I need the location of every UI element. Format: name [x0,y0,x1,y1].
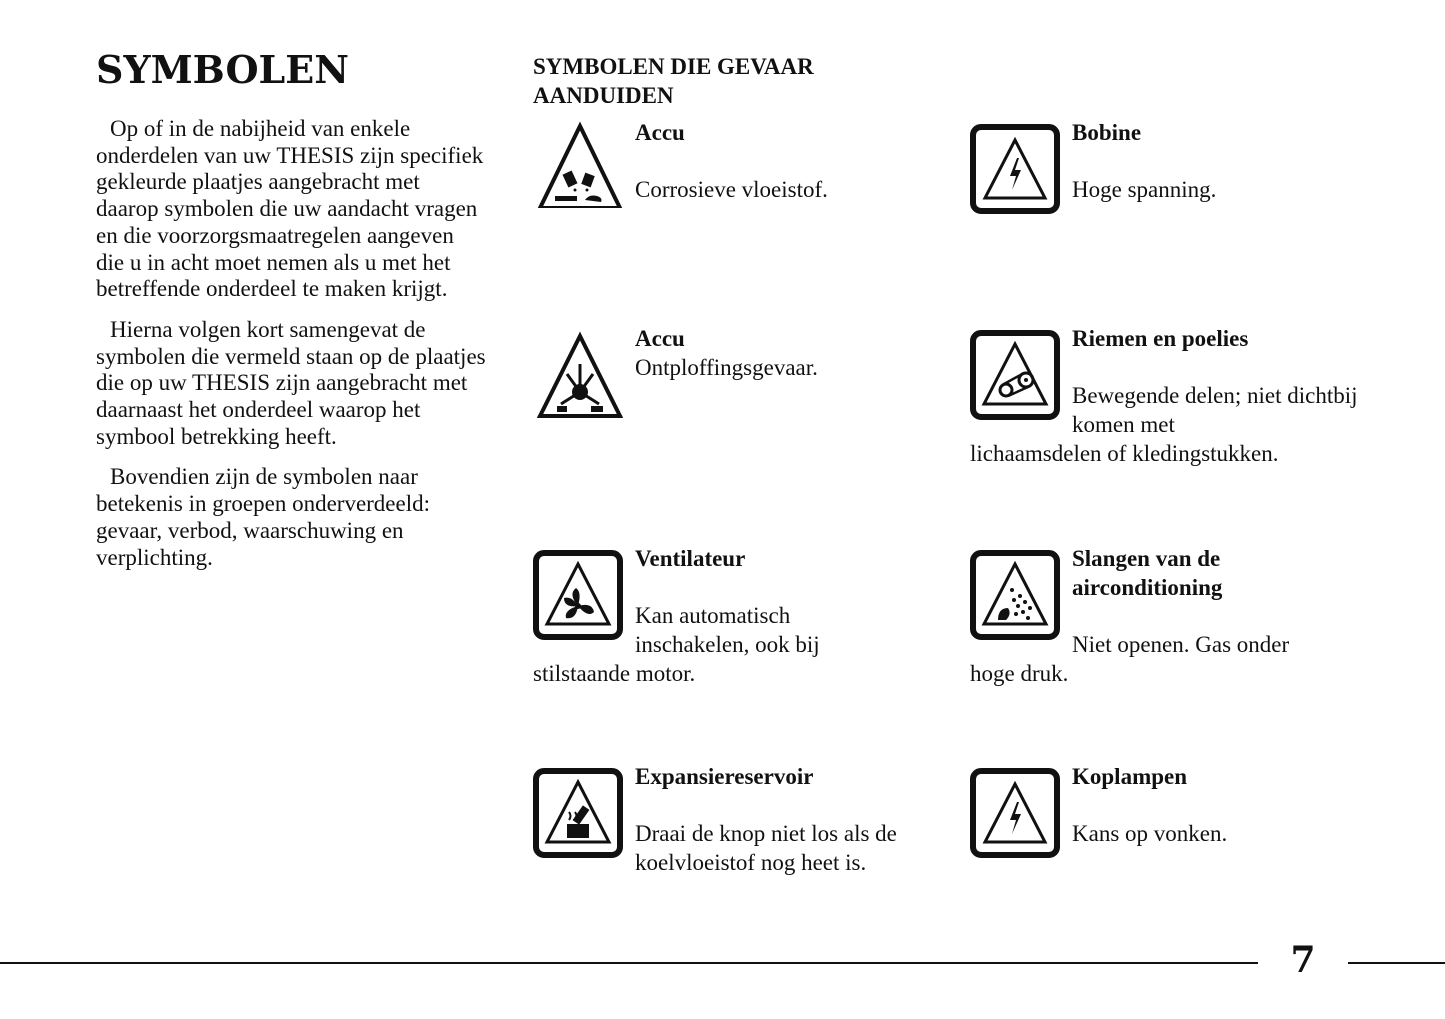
symbol-name: Ventilateur [635,546,746,571]
symbol-description-text: Corrosieve vloeistof. [635,177,828,202]
symbol-description-continued: lichaamsdelen of kledingstukken. [970,441,1279,466]
page-title: SYMBOLEN [96,47,349,92]
symbol-name: Bobine [1072,120,1142,145]
sparks-icon [970,762,1060,852]
symbol-ignition-coil [970,118,1370,204]
footer-divider-right [1348,962,1445,964]
symbol-description-text: Niet openen. Gas onder [1072,632,1290,657]
symbol-battery-corrosive [533,118,933,204]
page-number: 7 [1290,939,1316,981]
footer-divider-left [0,962,1258,964]
symbol-battery-explosion [533,324,933,382]
symbol-description-continued: hoge druk. [970,661,1069,686]
hot-coolant-icon [533,762,623,852]
symbol-description-text: Bewegende delen; niet dichtbij komen met [1072,383,1358,437]
symbol-description-text: Kan automatisch inschakelen, ook bij [635,603,820,657]
high-voltage-icon [970,118,1060,208]
symbol-expansion-tank [533,762,933,877]
symbol-headlamps [970,762,1370,848]
intro-paragraph: Bovendien zijn de symbolen naar betekenis in groepen onderverdeeld: gevaar, verbod, waarschuwing en verplichting. [96,464,431,570]
symbol-name: Accu [635,326,685,351]
intro-paragraph: Op of in de nabijheid van enkele onderdelen van uw THESIS zijn specifiek gekleurde plaatjes aangebracht met daarop symbolen die uw aandacht vragen en die voorzorgsmaatregelen aangeven die u in acht moet nemen als u met het betreffende onderdeel te maken krijgt. [96,116,484,302]
symbol-name: Expansiereservoir [635,764,814,789]
symbol-description-text: Draai de knop niet los als de koelvloeistof nog heet is. [635,821,897,875]
symbol-description-text: Hoge spanning. [1072,177,1217,202]
symbol-name: Riemen en poelies [1072,326,1249,351]
fan-icon [533,544,623,634]
section-heading: SYMBOLEN DIE GEVAAR AANDUIDEN [533,54,814,108]
belts-pulleys-icon [970,324,1060,414]
symbol-description-text: Ontploffingsgevaar. [635,355,818,380]
symbol-belts-pulleys [970,324,1370,468]
pressurized-gas-icon [970,544,1060,634]
symbol-name: Accu [635,120,685,145]
symbol-fan [533,544,933,688]
symbol-description-continued: stilstaande motor. [533,661,696,686]
symbol-name: Koplampen [1072,764,1188,789]
symbol-ac-hoses [970,544,1370,688]
intro-text [96,116,486,585]
explosion-icon [533,324,623,414]
symbol-name-text: Slangen van de airconditioning [1072,546,1223,600]
intro-paragraph: Hierna volgen kort samengevat de symbolen die vermeld staan op de plaatjes die op uw THESIS zijn aangebracht met daarnaast het onderdeel waarop het symbool betrekking heeft. [96,316,486,449]
corrosive-icon [533,118,623,208]
symbol-description-text: Kans op vonken. [1072,821,1228,846]
